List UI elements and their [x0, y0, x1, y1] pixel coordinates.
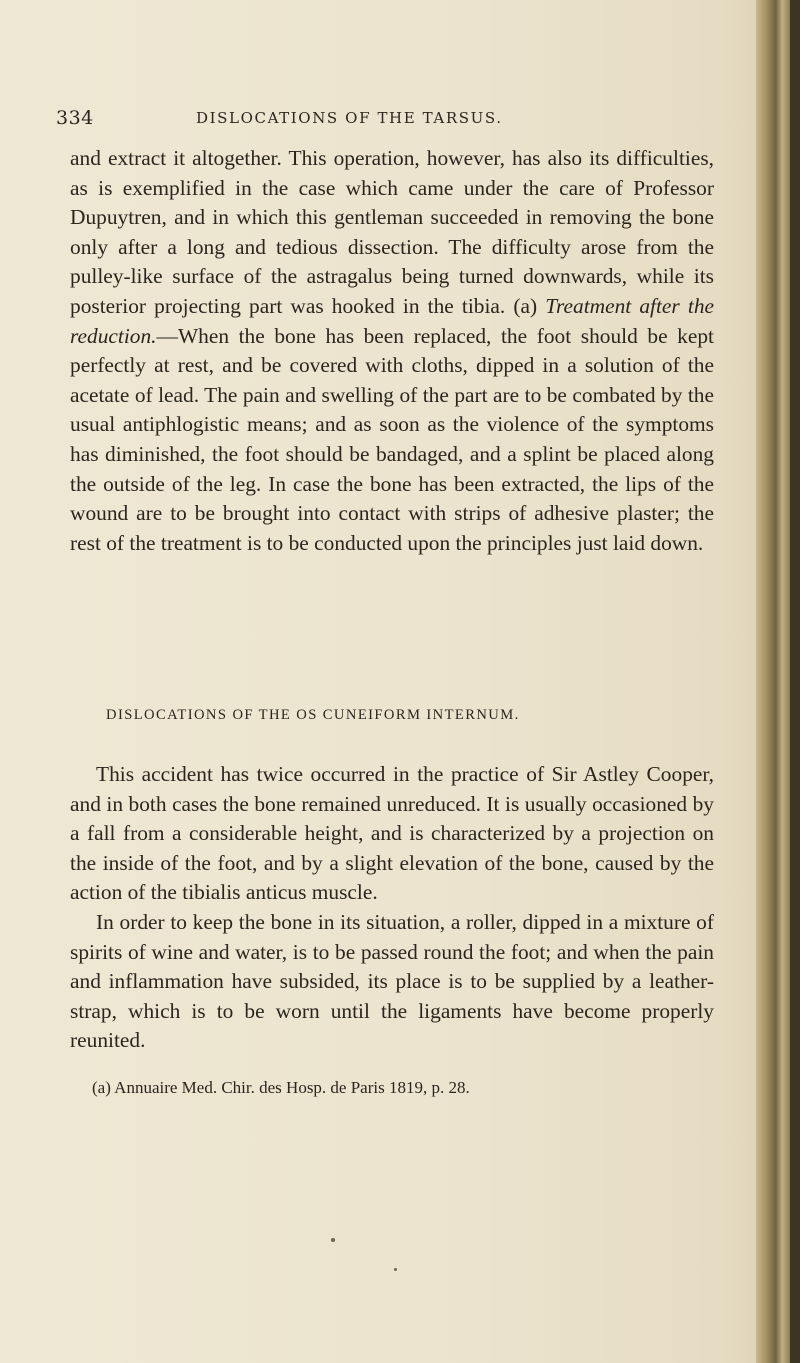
paper-speck [394, 1268, 397, 1271]
paragraph-text-end: —When the bone has been replaced, the foot should be kept perfectly at rest, and be covered with cloths, dipped in a solution of the acetate of lead. The pain and swelling of the part are to be combated by the usual antiphlogistic means; and as soon as the violence of the symptoms has diminished, the foot should be bandaged, and a splint be placed along the outside of the leg. In case the bone has been extracted, the lips of the wound are to be brought into contact with strips of adhesive plaster; the rest of the treatment is to be conducted upon the principles just laid down. [70, 323, 714, 555]
binding-shadow [790, 0, 800, 1363]
paragraph-text [70, 144, 714, 558]
page-header [0, 107, 760, 137]
paragraph-text-start: and extract it altogether. This operation, however, has also its difficulties, as is exemplified in the case which came under the care of Professor Dupuytren, and in which this gentleman succeeded in removing the bone only after a long and tedious dissection. The difficulty arose from the pulley-like surface of the astragalus being turned downwards, while its posterior projecting part was hooked in the tibia. (a) [70, 146, 714, 318]
paper-speck [331, 1238, 335, 1242]
section-paragraph-2: In order to keep the bone in its situation, a roller, dipped in a mixture of spirits of wine and water, is to be passed round the foot; and when the pain and inflammation have subsided, its place is to be supplied by a leather-strap, which is to be worn until the ligaments have become properly reunited. [70, 909, 714, 1053]
section-body [70, 760, 714, 1056]
running-head: DISLOCATIONS OF THE TARSUS. [196, 109, 503, 127]
footnote: (a) Annuaire Med. Chir. des Hosp. de Paris 1819, p. 28. [92, 1078, 470, 1097]
subheading-italic: Treatment after the reduction. [70, 293, 715, 348]
section-heading: DISLOCATIONS OF THE OS CUNEIFORM INTERNUM. [106, 707, 520, 723]
section-paragraph-1: This accident has twice occurred in the practice of Sir Astley Cooper, and in both cases the bone remained unreduced. It is usually occasioned by a fall from a considerable height, and is characterized by a projection on the inside of the foot, and by a slight elevation of the bone, caused by the action of the tibialis anticus muscle. [70, 762, 714, 905]
continued-paragraph [70, 144, 714, 558]
page-number: 334 [56, 107, 94, 129]
